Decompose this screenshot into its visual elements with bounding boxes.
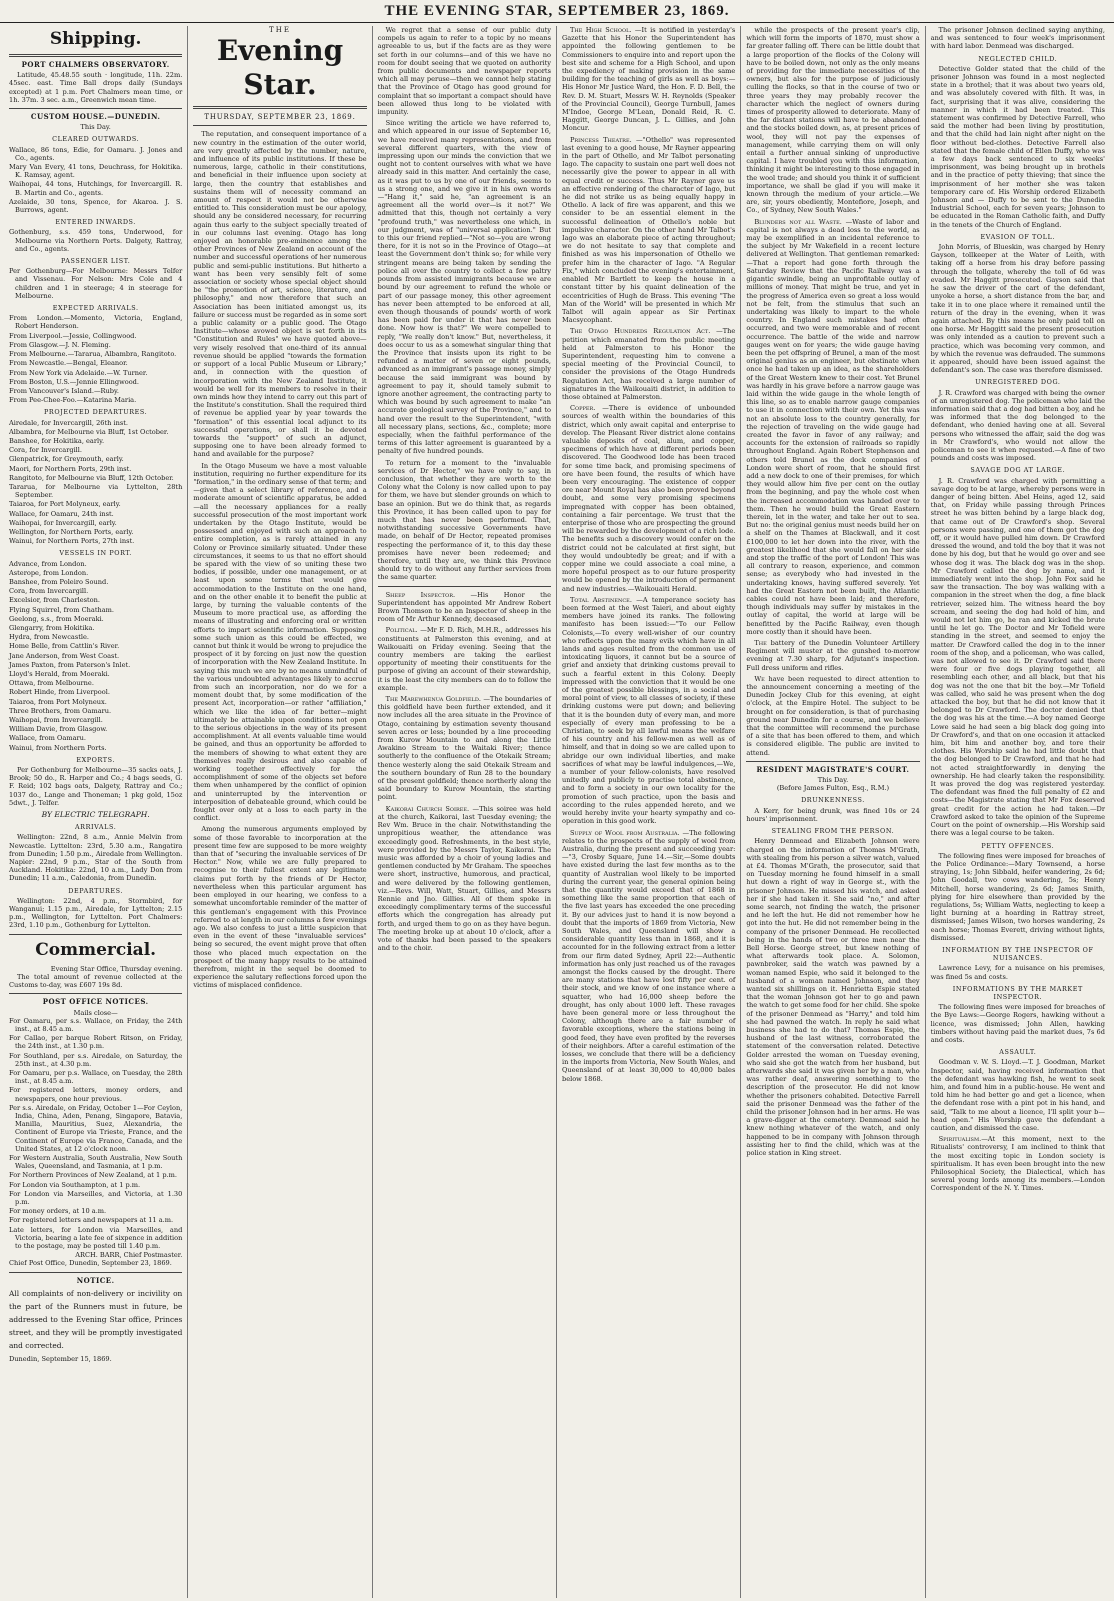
news-item-text: —There is evidence of unbounded sources of wealth within the boundaries of this district, which only await capital and enterprise to develop. The Pleasant River district alone contains valuable deposits of coal, alum, and copper, specimens of which have at different periods been discovered. The Goodwood lode has been traced for some time back, and promising specimens of ore have been found, the results of which have been very encouraging. The existence of copper ore near Mount Royal has also been proved beyond doubt, and some very promising specimens impregnated with copper has been obtained, containing a fair percentage. We trust that the enterprise of those who are prospecting the ground will be rewarded by the development of a rich lode. The benefits such a discovery would confer on the district could not be calculated at first sight, but they would undoubtedly be great; and if with a copper mine we could associate a coal mine, a more hopeful prospect as to our future prosperity would be opened by the introduction of permanent and new industries.—Waikouaiti Herald. xyxy=(561,404,736,593)
editorial-paragraph: To return for a moment to the "invaluable services of Dr Hector," we have only to say, in conclusion, that whether they are worth to the Colony what the Colony is now called upon to pay for them, we have but slender grounds on which to base an opinion. But we do think that, as regards this Province, it has been called upon to pay for much that has never been performed. That, notwithstanding successive Governments have made, on behalf of Dr Hector, repeated promises respecting the performance of it, to this day these promises have never been redeemed; and therefore, until they are, we think this Province should try to do without any further services from the same quarter. xyxy=(377,458,551,582)
list-item: From London.—Momento, Victoria, England, Robert Henderson. xyxy=(9,314,183,331)
stealing-title: STEALING FROM THE PERSON. xyxy=(771,827,895,836)
divider xyxy=(193,106,366,109)
observatory-title: PORT CHALMERS OBSERVATORY. xyxy=(21,60,170,69)
telegraph-arrivals-title: ARRIVALS. xyxy=(74,823,117,832)
list-item: For London via Southampton, at 1 p.m. xyxy=(9,1180,141,1189)
news-item-text: —Mr F. D. Rich, M.H.R., addresses his constituents at Palmerston this evening, and at Waikouaiti on Friday evening. Seeing that the country members are taking the earliest opportunity of meeting their constituents for the purpose of giving an account of their stewardship, it is the least the city members can do to follow the example. xyxy=(377,626,551,692)
post-signature: ARCH. BARR, Chief Postmaster. xyxy=(75,1251,183,1260)
entered-list xyxy=(9,228,182,253)
list-item: Geelong, s.s., from Moeraki. xyxy=(9,614,104,623)
list-item: Azelaide, 30 tons, Spence, for Akaroa. J. S. Burrows, agent. xyxy=(9,197,183,215)
column-4-items xyxy=(562,26,735,1083)
news-item-text: while the prospects of the present year's clip, which will form the imports of 1870, must show a far greater falling off. There can be little doubt that a large proportion of the flocks of the Colony will have to be boiled down, not only as the only means of providing for the immediate necessities of the owners, but also for the purpose of judiciously culling the flocks, so that in the course of two or three years they may probably recover the character which the neglect of owners during times of prosperity allowed to deteriorate. Many of the far distant stations will have to be abandoned and the stocks boiled down, as, at present prices of wool, they will not pay the expenses of management, while carrying them on will only entail a further annual sinking of unproductive capital. I have troubled you with this information, thinking it might be interesting to those engaged in the wool trade; and should you think it of sufficient importance, we shall be glad if you will make it known through the medium of your article.—We are, sir, yours obediently, Montefiore, Joseph, and Co., of Sydney, New South Wales." xyxy=(746,26,920,215)
list-item: From Liverpool.—Jessie, Collingwood. xyxy=(9,331,137,340)
news-item-lead: Supply of Wool from Australia. xyxy=(569,828,680,837)
news-item-text: —The petition which emanated from the public meeting held at Palmerston to his Honor the Superintendent, requesting him to convene a special meeting of the Provincial Council, to consider the provisions of the Otago Hundreds Regulation Act, has received a large number of signatures in the Waikouaiti district, in addition to those obtained at Palmerston. xyxy=(561,327,736,401)
list-item: For Oamaru, per s.s. Wallace, on Friday, the 24th inst., at 8.45 a.m. xyxy=(9,1016,183,1033)
divider xyxy=(378,586,551,587)
list-item: From Pee-Chee-Foo.—Katarina Maria. xyxy=(9,396,137,405)
spiritualism-text: —At this moment, next to the Ritualists' controversy, I am inclined to think that the most exciting topic in London society is spiritualism. It has even been brought into the new Philosophical Society, the Dialectical, which has several young lords among its members.—London Correspondent of the N. Y. Times. xyxy=(930,1135,1105,1193)
news-item-text: —This soiree was held at the church, Kaikorai, last Tuesday evening; the Rev Wm. Bruce in the chair. Notwithstanding the unpropitious weather, the attendance was exceedingly good. Refreshments, in the best style, were provided by the Messrs Taylor, Kaikorai. The music was afforded by a choir of young ladies and gentlemen conducted by Mr Graham. The speeches were short, instructive, humorous, and practical, and were delivered by the following gentlemen, viz.—Revs. Will, Watt, Stuart, Gillies, and Messrs Rennie and Jno. Gillies. All of them spoke in exceedingly complimentary terms of the successful efforts which the congregation has already put forth, and urged them to go on as they have begun. The meeting broke up at about 10 o'clock, after a vote of thanks had been passed to the speakers and to the choir. xyxy=(377,804,551,953)
assault-text: Goodman v. W. S. Lloyd.—T. J. Goodman, Market Inspector, said, having received information that the defendant was hawking fish, he went to seek him, and found him in a public-house. He went and told him he had better go and get a licence, when the defendant rose with a pint pot in his hand, and said, "Talk to me about a licence, I'll split your b— head open." His Worship gave the defendant a caution, and dismissed the case. xyxy=(930,1058,1105,1132)
list-item: For Western Australia, South Australia, New South Wales, Queensland, and Tasmania, at 1 p.m. xyxy=(9,1153,183,1171)
exports-title: EXPORTS. xyxy=(76,755,116,764)
exports-text: Per Gothenburg for Melbourne—35 sacks oats, J. Brook; 50 do., R. Harper and Co.; 4 bags seeds, G. F. Reid; 102 bags oats, Dalgety, Rattray and Co.; 1037 do., Lange and Thoneman; 1 pkg gold, 15oz 5dwt., J. Telfer. xyxy=(9,766,183,807)
drunk-title: DRUNKENNESS. xyxy=(801,796,865,805)
news-item xyxy=(746,218,919,636)
news-item-text: have been requested to direct attention to the announcement concerning a meeting of the Dunedin Jockey Club for this evening, at eight o'clock, at the Empire Hotel. The subject to be brought on for consideration, is that of purchasing ground near Dunedin for a course, and we believe that the committee will recommend the purchase of a site that has been offered to them, and which is considered eligible. The public are invited to attend. xyxy=(746,674,920,757)
list-item: Waihopai, for Invercargill, early. xyxy=(9,518,117,527)
list-item: Robert Hinde, from Liverpool. xyxy=(9,688,110,697)
news-item-lead: Copper. xyxy=(569,404,596,413)
divider xyxy=(9,934,182,935)
list-item: Waihopai, from Invercargill. xyxy=(9,716,103,725)
projected-list xyxy=(9,419,182,546)
news-item xyxy=(562,26,735,133)
list-item: For registered letters, money orders, and newspapers, one hour previous. xyxy=(9,1086,183,1103)
list-item: Airedale, for Invercargill, 26th inst. xyxy=(9,418,128,427)
news-item-text: —The boundaries of this goldfield have been further extended, and it now includes all the area situate in the Province of Otago, containing by estimation seventy thousand seven acres or less; bounded by a line proceeding from Kurow Mountain to and along the Little Awakino Stream to the Waitaki River; thence southerly to the confluence of the Otekaik Stream; thence westerly along the said Otekaik Stream and the southern boundary of Run 28 to the boundary of the present goldfield; thence northerly along the said boundary to Kurow Mountain, the starting point. xyxy=(377,695,551,802)
list-item: Wallace, from Oamaru. xyxy=(9,734,86,743)
commercial-heading: Commercial. xyxy=(35,939,157,960)
news-item xyxy=(378,805,551,953)
column-3 xyxy=(373,26,557,1598)
list-item: Advance, from London. xyxy=(9,559,87,568)
list-item: Wellington, for Northern Ports, early. xyxy=(9,527,134,536)
news-item-text: —"Othello" was represented last evening to a good house, Mr Rayner appearing in the part of Othello, and Mr Talbot personating Iago. The capacity to sustain one part well does not necessarily give the power to appear in all with equal credit or success. Thus Mr Rayner gave us an effective rendering of the character of Iago, but he did not strike us as being equally happy in Othello. A lack of fire was apparent, and this we consider to be an essential element in the successful delineation of Othello's noble but impulsive character. On the other hand Mr Talbot's Iago was an elaborate piece of acting throughout; we do not hesitate to say that complete and finished as was his impersonation of Othello we prefer him in the character of Iago. "A Regular Fix," which concluded the evening's entertainment, enabled Mr Bartlett to keep the house in a constant titter by his quaint delineation of the eccentricities of Hugh de Brass. This evening "The Man of the World" will be presented in which Mr Talbot will again appear as Sir Pertinax Macsycophant. xyxy=(561,135,736,325)
savage-text: J. R. Crawford was charged with permitting a savage dog to be at large, whereby persons were in danger of being bitten. Abel Heins, aged 12, said that, on Friday while passing through Princes street he was bitten behind by a large black dog, that came out of Dr Crawford's shop. Several persons were passing, and one of them got the dog off, or it would have pulled him down. Dr Crawford dressed the wound, and told the boy that it was not done by his dog, but that he would go over and see whose dog it was. The black dog was in the shop. Mr Crawford called the dog by name, and it immediately went into the shop. John Fox said he saw the transaction. The boy was walking with a companion in the street when the dog, a fine black retriever, seized him. The witness heard the boy scream, and seeing the dog had hold of him, and would not let him go, he ran and kicked the brute until he let go. The Doctor and Mr Tofield were standing in the street, and seemed to enjoy the matter. Dr Crawford called the dog in to the inner room of the shop, and a policeman, who was called, was not allowed to see it. Dr Crawford said there were four or five dogs playing together, all resembling each other, and all black, but that his dog was not the one that bit the boy.—Mr Tofield was called, who said he was present when the dog attacked the boy, but that he did not know that it belonged to Dr Crawford. The doctor denied that the dog was his at the time.—A boy named George Lowe said he had seen a big black dog going into Dr Crawford's, and that on one occasion it attacked him, bit him and another boy, and tore their clothes. His Worship said he had little doubt that the dog belonged to Dr Crawford, and that he had not acted straightforwardly in denying the ownership. He had clearly taken the responsibility. It was proved the dog was registered yesterday. The defendant was fined the full penalty of £2 and costs—the Magistrate stating that Mr Fox deserved great credit for the action he had taken.—Dr Crawford asked to take the opinion of the Supreme Court on the point of ownership.—His Worship said there was a legal course to be taken. xyxy=(930,476,1105,838)
vessels-title: VESSELS IN PORT. xyxy=(59,549,132,558)
list-item: Glenpatrick, for Greymouth, early. xyxy=(9,455,124,464)
list-item: Rangitoto, for Melbourne via Bluff, 12th October. xyxy=(9,473,174,482)
neglected-title: NEGLECTED CHILD. xyxy=(978,54,1058,63)
editorial-paragraph: The reputation, and consequent importance of a new country in the estimation of the outer world, are very greatly affected by the number, nature, and influence of its public institutions. If these be numerous, large, catholic in their constitutions, and beneficial in their influence upon society at large, then the country that establishes and sustains them will of necessity command an amount of respect it would not be otherwise entitled to. This consideration must be our apology, should any be considered necessary, for recurring again thus early to the subject specially treated of in our columns last evening. Otago has long enjoyed an honorable pre-eminence among the other Provinces of New Zealand on account of the number and successful operations of her numerous public and semi-public institutions. But hitherto a want has been very sensibly felt of some association or society whose special object should be "the promotion of art, science, literature, and philosophy," and now therefore that such an Association has been initiated amongst us, its failure or success must be regarded as in some sort a public calamity or a public good. The Otago Institute—whose avowed object is set forth in its "Constitution and Rules" we have quoted above—very wisely resolved that one-third of its annual revenue should be applied "towards the formation or support of a local Public Museum or Library;" and, in connection with the question of incorporation with the New Zealand Institute, it would be well for its members to resolve in their own minds how they intend to carry out this part of the Institute's constitution. Shall the required third of revenue be applied year by year towards the "formation" of this essential local adjunct to its successful operations, or shall it be devoted towards the "support" of such an adjunct, supposing one to have been already formed to hand and available for the purpose? xyxy=(193,130,367,459)
news-item-text: —A temperance society has been formed at the West Taieri, and about eighty members have joined its ranks. The following manifesto has been issued:—"To our Fellow Colonists,—To every well-wisher of our country who reflects upon the many evils which have in all lands and ages resulted from the common use of intoxicating liquors, it cannot but be a source of grief and anxiety that drinking customs prevail to such a fearful extent in this Colony. Deeply impressed with the conviction that it would be one of the greatest possible blessings, in a social and moral point of view, to all classes of society, if these drinking customs were put down; and believing that it is the bounden duty of every man, and more especially of every man professing to be a Christian, to seek by all lawful means the welfare of his country and his fellow-men as well as of himself, and that in doing so we are called upon to abridge our own individual liberties, and make sacrifices of what may be lawful indulgences,—We, a number of your fellow-colonists, have resolved unitedly and publicly to practise total abstinence, and to form a society in our own locality for the promotion of such practice, upon the basis and according to the rules appended hereto, and we would hereby invite your hearty sympathy and co-operation in this good work. xyxy=(561,595,736,826)
divider xyxy=(9,1272,182,1273)
column-editorial xyxy=(188,26,372,1598)
list-item: Cora, for Invercargill. xyxy=(9,446,82,455)
column-shipping xyxy=(4,26,188,1598)
vessels-list xyxy=(9,560,182,752)
news-item-text: —Waste of labor and capital is not always a dead loss to the world, as may be exemplified in an incidental reference to the subject by Mr Wakefield in a recent lecture delivered at Wellington. That gentleman remarked:—That a report had gone forth through the Saturday Review that the Pacific Railway was a gigantic swindle, being an unprofitable outlay of millions of money. That might be true, and yet in the progress of America even so great a loss would not be felt, from the stimulus that such an undertaking was likely to impart to the whole country. In England such mistakes had often occurred, and two were memorable and of recent occurrence. The battle of the wide and narrow gauges went on for years; the wide gauge having been the pet offspring of Brunel, a man of the most original genius as an engineer, but obstinate when once he had taken up an idea, as the shareholders of the Great Western knew to their cost. Yet Brunel was hardly in his grave before a narrow gauge was laid within the wide gauge in the whole length of this line, so as to enable narrow gauge companies to use it in connection with their own. Yet this was not an absolute loss to the country generally, for the rejection of traveling on the wide gauge had created the favor in favor of any railway; and accounts for the extension of railroads so rapidly throughout England. Again Robert Stephenson and others told Brunel as the dock companies of London were short of room, that he should first add a new dock to one of their premises, for which they would allow him five per cent on the outlay from the beginning, and pay the whole cost when the increased accommodation was handed over to them. Then he would build the Great Eastern therein, let in the water, and take her out to sea. But no: the original genius must needs build her on a shelf on the Thames at Blackwall, and it cost £100,000 to let her down into the river, with the greatest likelihood that she would fall on her side and stop the traffic of the port of London! This was all contrary to reason, experience, and common sense; as everybody who had invested in the undertaking knows, having suffered severely. Yet had the Great Eastern not been built, the Atlantic cables could not have been laid; and therefore, though individuals may suffer by mistakes in the outlay of capital, the world at large will be benefitted by the Pacific Railway, even though more costly than it should have been. xyxy=(746,217,920,636)
divider xyxy=(9,108,182,109)
list-item: Waihopai, 44 tons, Hutchings, for Invercargill. R. B. Martin and Co., agents. xyxy=(9,180,183,197)
news-item-lead: The High School. xyxy=(569,26,632,34)
news-item xyxy=(746,639,919,672)
spiritualism-lead: Spiritualism. xyxy=(938,1135,982,1144)
news-item xyxy=(562,829,735,1083)
divider xyxy=(9,54,182,57)
list-item: From Vancouver's Island.—Ruby. xyxy=(9,386,119,395)
post-office-title: POST OFFICE NOTICES. xyxy=(42,997,149,1007)
editorial-the: THE xyxy=(269,26,291,34)
list-item: James Paxton, from Paterson's Inlet. xyxy=(9,660,131,669)
list-item: For Oamaru, per p.s. Wallace, on Tuesday, the 28th inst., at 8.45 a.m. xyxy=(9,1068,183,1086)
news-item xyxy=(746,26,919,215)
nuisance-text: Lawrence Levy, for a nuisance on his premises, was fined 5s and costs. xyxy=(930,964,1105,981)
list-item: Three Brothers, from Oamaru. xyxy=(9,706,112,715)
telegraph-title: BY ELECTRIC TELEGRAPH. xyxy=(41,810,150,820)
news-item xyxy=(562,404,735,593)
commercial-office: Evening Star Office, Thursday evening. xyxy=(50,964,183,973)
list-item: From Boston, U.S.—Jennie Ellingwood. xyxy=(9,377,139,386)
list-item: Taiaroa, for Port Molyneux, early. xyxy=(9,500,121,509)
expected-title: EXPECTED ARRIVALS. xyxy=(52,304,139,313)
news-item xyxy=(562,327,735,401)
news-item xyxy=(562,596,735,826)
news-item-lead: The Marewhenua Goldfield. xyxy=(385,695,481,704)
news-item-text: —It is notified in yesterday's Gazette that his Honor the Superintendent has appointed the following gentlemen to be Commissioners to enquire into and report upon the best site and scheme for a High School, and upon the expediency of making provision in the same building for the teaching of girls as well as boys:—His Honor Mr Justice Ward, the Hon. F. D. Bell, the Rev. D. M. Stuart, Messrs W. H. Reynolds (Speaker of the Provincial Council), George Turnbull, James M'Indoe, George M'Lean, Donald Reid, R. C. Haggitt, George Duncan, J. L. Gillies, and John Moncur. xyxy=(561,26,736,133)
list-item: William Davie, from Glasgow. xyxy=(9,725,108,734)
cleared-title: CLEARED OUTWARDS. xyxy=(52,135,140,144)
editorial-paragraph: Since writing the article we have referred to, and which appeared in our issue of September 16, we have received many representations, and from several different quarters, with the view of impressing upon our minds the conviction that we ought not to content ourselves with what we have already said in this matter. And certainly the case, as it was put to us by one of our friends, seems to us a strong one, and we give it in his own words—"Hang it," said he, "an agreement is an agreement all the world over—is it not?" We admitted that this, though not certainly a very "profound truth," was nevertheless one which, in our judgment, was of "universal application." But to this our friend replied—"Not so—you are wrong there, for it is not so in the Province of Otago—at least the Government don't think so; for while very stringent means are being taken by sending the police all over the country to collect a few paltry pounds from assisted immigrants because we are bound by our agreement to refund the whole or part of our passage money, this other agreement has never been attempted to be enforced at all, even though thousands of pounds' worth of work has been paid for under it that has never been done. Now how is that?" We were compelled to reply, "We really don't know." But, nevertheless, it does occur to us as a somewhat singular thing that the Province that insists upon its right to be refunded a matter of seven or eight pounds, advanced as an immigrant's passage money, simply because the said immigrant was bound by agreement to pay it, should tamely submit to ignore another agreement, the contracting party to which was bound by such agreement to make "an accurate geological survey of the Province," and to hand over the result to the Superintendent, "with all necessary plans, sections, &c., complete; more especially, when the faithful performance of the terms of this latter agreement is guaranteed by a penalty of five hundred pounds. xyxy=(377,119,551,456)
list-item: Tararua, for Melbourne via Lyttelton, 28th September. xyxy=(9,482,183,500)
mails-close: Mails close— xyxy=(73,1008,118,1017)
list-item: Wallace, 86 tons, Edie, for Oamaru. J. Jones and Co., agents. xyxy=(9,145,183,162)
list-item: Ottawa, from Melbourne. xyxy=(9,679,94,688)
stealing-text: Henry Denmead and Elizabeth Johnson were charged on the information of Thomas M'Grath, with stealing from his person a silver watch, valued at £4. Thomas M'Grath, the prosecutor, said that on Tuesday morning he found himself in a small hut down a right of way in George st., with the prisoner Johnson. He missed his watch, and asked her if she had taken it. She said "no," and after some search, not finding the watch, the prisoner and he left the hut. He did not remember how he got into the hut. He did not remember being in the company of the prisoner Denmead. He recollected being in the hands of two or three men near the Bell Horse. George street, but knew nothing of what afterwards took place. A. Solomon, pawnbroker, said the watch was pawned by a woman named Espie, who said it belonged to the husband of a woman named Johnson, and they wanted six shillings on it. Henrietta Espie stated that the woman Johnson got her to go and pawn the watch to get some food for her child. She spoke of the prisoner Denmead as "Harry," and told him she had pawned the watch. In reply he said what business she had to do that? Thomas Espie, the husband of the last witness, corroborated the statement of the conversation related. Detective Golder arrested the woman on Tuesday evening, who said she got the watch from her husband, but afterwards she said it was given her by a man, who was rather deaf, answering something to the description of the prosecutor. He did not know whether the prisoners cohabited. Detective Farrell said the prisoner Denmead was the father of the child the prisoner Johnson had in her arms. He was a grave-digger at the cemetery. Denmead said he knew nothing whatever of the watch, and only happened to be in company with Johnson through assisting her to find the child, which was at the police station in King street. xyxy=(746,837,920,1158)
evasion-title: EVASION OF TOLL. xyxy=(980,232,1056,241)
expected-list xyxy=(9,314,182,404)
list-item: For registered letters and newspapers at 11 a.m. xyxy=(9,1216,174,1225)
entered-title: ENTERED INWARDS. xyxy=(55,218,136,227)
editorial-paragraph: Among the numerous arguments employed by some of those favorable to incorporation at the present time few are supposed to be more weighty than that of "securing the invaluable services of Dr Hector." Now, while we are fully prepared to recognise to their fullest extent any legitimate claims put forth by the friends of Dr Hector, nevertheless when this particular argument has been employed in our hearing, we confess to a somewhat uncomfortable reminder of the matter of this gentleman's engagement with this Province referred to at length in our columns a few evenings ago. We also confess to just a little suspicion that even in the event of these "invaluable services" being so secured, the event might prove that often those who placed much expectation on the prospect of the many happy results to be attained therefrom, might in the sequel be doomed to experience the salutary reflections forced upon the victims of misplaced confidence. xyxy=(193,825,367,990)
evasion-text: John Morris, of Blueskin, was charged by Henry Gayson, tollkeeper at the Water of Leith, with taking off a horse from his dray before passing through the tollgate, whereby the toll of 6d was evaded. Mr Haggitt prosecuted. Gayson said that he saw the driver of the cart of the defendant, unyoke a horse, a short distance from the bar, and take it in to one place where it remained until the return of the dray in the evening, when it was again attached. By this means he only paid toll on one horse. Mr Haggitt said the present prosecution was only intended as a caution to prevent such a practice, which was becoming very common, and by which the revenue was defrauded. The summons it appeared, should have been issued against the defendant's son. The case was therefore dismissed. xyxy=(930,243,1105,375)
news-item-lead: Total Abstinence. xyxy=(569,595,632,604)
list-item: Wainui, for Northern Ports, 27th inst. xyxy=(9,537,135,546)
telegraph-arrivals: Wellington: 22nd, 8 a.m., Annie Melvin from Newcastle. Lyttelton: 23rd, 5.30 a.m., Rangatira from Dunedin; 1.50 p.m., Airedale from Wellington. Napier: 22nd, 9 p.m., Star of the South from Auckland. Hokitika: 22nd, 10 a.m., Lady Don from Dunedin; 11 a.m., Caledonia, from Dunedin. xyxy=(9,833,183,883)
savage-title: SAVAGE DOG AT LARGE. xyxy=(970,466,1066,475)
news-item-lead: Political. xyxy=(385,626,418,635)
list-item: Lloyd's Herald, from Moeraki. xyxy=(9,670,110,678)
customs-title: CUSTOM HOUSE.—DUNEDIN. xyxy=(30,112,161,122)
news-item-lead: The Otago Hundreds Regulation Act. xyxy=(569,327,711,336)
news-item xyxy=(746,675,919,757)
list-item: Wallace, for Oamaru, 24th inst. xyxy=(9,509,114,518)
observatory-text: Latitude, 45.48.55 south · longitude, 11h. 22m. 45sec. east. Time Ball drops daily (Sundays excepted) at 1 p.m. Port Chalmers mean time, or 1h. 37m. 3 sec. a.m., Greenwich mean time. xyxy=(9,71,183,104)
list-item: Banshee, from Poleiro Sound. xyxy=(9,577,109,586)
list-item: Excelsior, from Charleston. xyxy=(9,596,100,605)
news-item-lead: We xyxy=(754,674,765,683)
list-item: Maori, for Northern Ports, 29th inst. xyxy=(9,464,132,473)
market-text: The following fines were imposed for breaches of the Bye Laws:—George Rogers, hawking without a licence, was dismissed; John Allen, hawking timbers without having paid the market dues, 7s 6d and costs. xyxy=(930,1003,1105,1044)
assault-title: ASSAULT. xyxy=(999,1048,1037,1057)
editorial-paragraph: In the Otago Museum we have a most valuable institution, requiring no further expenditure for its "formation," in the ordinary sense of that term; and—given that a select library of reference, and a moderate amount of scientific apparatus, be added—all the necessary appliances for a really successful prosecution of the most important work undertaken by the Otago Institute, would be possessed and enjoyed with such an approach to entire completion, as is rarely attained in any Colony or Province similarly situated. Under these circumstances, it seems to us that no effort should be spared with the view of so uniting these two bodies, if possible, under one management, or at least upon some terms that would give accommodation to the Institute on the one hand, and on the other enable it to benefit the public at large, by turning the valuable contents of the Museum to more practical use, as affording the means of illustrating and enforcing oral or written efforts to impart scientific information. Supposing some such union as this could be effected, we cannot but think it would be wrong to prejudice the prospect of it by forcing on just now the question of incorporation with the New Zealand Institute. In saying this much we are by no means unmindful of the various undoubted advantages likely to accrue from such an incorporation, nor do we for a moment doubt that, by some modification of the present Act, incorporation—or rather "affiliation," which we like the idea of far better—might ultimately be attainable upon conditions not open to the serious objections in the way of its present accomplishment. At all events valuable time would be gained, and thus an opportunity be afforded to the members of showing to what extent they are themselves really desirous and also capable of working together effectively for the accomplishment of some of the objects set before them when unhampered by the conflict of opinion and uninterrupted by the intervention or interposition of debateable ground, which could be fought over only at a loss to each party in the conflict. xyxy=(193,461,367,823)
commercial-text: The total amount of revenue collected at the Customs to-day, was £607 19s 8d. xyxy=(9,972,183,990)
telegraph-departures-title: DEPARTURES. xyxy=(68,886,124,895)
news-item-lead: Blunders not all Waste. xyxy=(754,217,842,226)
list-item: From Newcastle.—Bengal, Eleanor. xyxy=(9,359,128,368)
post-office-list xyxy=(9,1017,182,1250)
dog-text: J. R. Crawford was charged with being the owner of an unregistered dog. The policeman who laid the information said that a dog had bitten a boy, and he was informed that the dog belonged to the defendant, who denied having one at all. Several persons who witnessed the affair, said the dog was in Mr Crawford's, who would not allow the policeman to see it when requested.—A fine of two pounds and costs was imposed. xyxy=(930,388,1105,463)
court-title: RESIDENT MAGISTRATE'S COURT. xyxy=(756,764,910,774)
news-item-text: battery of the Dunedin Volunteer Artillery Regiment will muster at the gunshed to-morrow evening at 7.30 sharp, for Adjutant's inspection. Full dress uniform and rifles. xyxy=(746,639,920,672)
list-item: Per s.s. Airedale, on Friday, October 1—For Ceylon, India, China, Aden, Penang, Singapore, Batavia, Manilla, Mauritius, Suez, Alexandria, the Continent of Europe via Trieste, France, and the Continent of Europe via France, Canada, and the United States, at 12 o'clock noon. xyxy=(9,1103,183,1153)
passenger-list xyxy=(9,267,182,300)
news-item xyxy=(378,695,551,802)
dog-title: UNREGISTERED DOG. xyxy=(975,378,1061,387)
list-item: For Northern Provinces of New Zealand, at 1 p.m. xyxy=(9,1171,177,1180)
news-item xyxy=(562,136,735,325)
list-item: Wainui, from Northern Ports. xyxy=(9,743,107,752)
list-item: For money orders, at 10 a.m. xyxy=(9,1207,107,1216)
list-item: Late letters, for London via Marseilles, and Victoria, bearing a late fee of sixpence in addition to the postage, may be posted till 1.40 p.m. xyxy=(9,1225,183,1250)
neglected-text: Detective Golder stated that the child of the prisoner Johnson was found in a most neglected state in a brothel; that it was about two years old, and was absolutely covered with filth. It was, in fact, surprising that it was alive, considering the manner in which it had been treated. This statement was confirmed by Detective Farrell, who said the mother had been living by prostitution, and that the child had lain night after night on the floor without bed-clothes. Detective Farrell also stated that the female child of Ellen Duffy, who was a few days back sentenced to six weeks' imprisonment, was being brought up in brothels and in the practice of petty thieving; that since the imprisonment of her mother she was taken temporary care of. His Worship ordered Elizabeth Johnson and — Duffy to be sent to the Dunedin Industrial School, each for seven years; Johnson to be educated in the Roman Catholic faith, and Duffy in the tenets of the Church of England. xyxy=(930,64,1105,229)
list-item: Banshee, for Hokitika, early. xyxy=(9,436,105,445)
divider xyxy=(746,761,919,762)
column-5-items xyxy=(746,26,919,757)
list-item: For Southland, per s.s. Airedale, on Saturday, the 25th inst., at 4.30 p.m. xyxy=(9,1051,183,1068)
news-item xyxy=(378,626,551,692)
notice-text: All complaints of non-delivery or incivility on the part of the Runners must in future, be addressed to the Evening Star office, Princes street, and they will be promptly investigated and corrected. xyxy=(9,1288,183,1350)
customs-day: This Day. xyxy=(80,123,111,132)
news-item-lead: The xyxy=(754,639,767,648)
court-day: This Day. xyxy=(817,776,849,785)
list-item: Hydra, from Newcastle. xyxy=(9,633,89,642)
notice-date: Dunedin, September 15, 1869. xyxy=(9,1354,112,1363)
list-item: For Callao, per barque Robert Ritson, on Friday, the 24th inst., at 1.30 p.m. xyxy=(9,1034,183,1051)
column-3-items xyxy=(378,591,551,953)
divider xyxy=(193,125,366,126)
market-title: INFORMATIONS BY THE MARKET INSPECTOR. xyxy=(952,984,1083,1001)
list-item: Asterope, from London. xyxy=(9,568,89,577)
news-item-lead: Kaikorai Church Soiree. xyxy=(385,804,470,813)
petty-title: PETTY OFFENCES. xyxy=(981,841,1055,850)
list-item: For London via Marseilles, and Victoria, at 1.30 p.m. xyxy=(9,1189,183,1206)
court-bench: (Before James Fulton, Esq., R.M.) xyxy=(776,784,890,793)
news-item-text: —His Honor the Superintendent has appointed Mr Andrew Robert Brown Thomson to be an Inspector of sheep in the room of Mr Arthur Kennedy, deceased. xyxy=(377,590,551,624)
post-footer: Chief Post Office, Dunedin, September 23, 1869. xyxy=(9,1259,172,1268)
list-item: Mary Van Every, 41 tons, Deuchrass, for Hokitika. K. Ramsay, agent. xyxy=(9,163,183,180)
list-item: Taiaroa, from Port Molyneux. xyxy=(9,697,107,706)
news-item-lead: Sheep Inspector. xyxy=(385,590,456,599)
list-item: Home Belle, from Cattlin's River. xyxy=(9,642,120,651)
column-5 xyxy=(741,26,925,1598)
list-item: Glengarry, from Hokitika. xyxy=(9,623,95,632)
drunk-text: A Kerr, for being drunk, was fined 10s or 24 hours' imprisonment. xyxy=(746,806,920,823)
list-item: Flying Squirrel, from Chatham. xyxy=(9,605,114,614)
list-item: From Glasgow.—J. N. Fleming. xyxy=(9,340,111,349)
list-item: Jane Anderson, from West Coast. xyxy=(9,651,120,660)
nuisance-title: INFORMATION BY THE INSPECTOR OF NUISANCES. xyxy=(942,945,1094,963)
passenger-title: PASSENGER LIST. xyxy=(60,257,131,266)
court-intro: The prisoner Johnson declined saying anything, and was sentenced to four week's imprisonment with hard labor. Denmead was discharged. xyxy=(930,26,1105,51)
notice-title: NOTICE. xyxy=(76,1275,115,1285)
shipping-heading: Shipping. xyxy=(49,29,142,49)
telegraph-departures: Wellington: 22nd, 4 p.m., Stormbird, for Wanganui; 1.15 p.m., Airedale, for Lyttelton; 2.15 p.m., Wellington, for Lyttelton. Port Chalmers: 23rd, 1.10 p.m., Gothenburg for Lyttelton. xyxy=(9,896,183,930)
list-item: From New York via Adelaide.—W. Turner. xyxy=(9,368,148,377)
news-item-lead: Princess Theatre. xyxy=(569,135,632,144)
column-4 xyxy=(557,26,741,1598)
news-item xyxy=(378,591,551,624)
list-item: Gothenburg, s.s. 459 tons, Underwood, for Melbourne via Northern Ports. Dalgety, Rattray, and Co., agents. xyxy=(9,228,183,253)
masthead xyxy=(0,0,1114,23)
petty-text: The following fines were imposed for breaches of the Police Ordinance:—Mary Townsend, a horse straying, 1s; John Sibbald, heifer wandering, 2s 6d; John Goodall, two cows wandering, 5s; Henry Mitchell, horse wandering, 2s 6d; James Smith, plying for hire elsewhere than provided by the regulations, 5s; William Watts, neglecting to keep a light burning at a hoarding in Rattray street, dismissed; James Wilson, two horses wandering, 2s each horse; Thomas Everett, driving without lights, dismissed. xyxy=(930,851,1105,942)
list-item: From Melbourne.—Tararua, Albambra, Rangitoto. xyxy=(9,350,177,359)
projected-title: PROJECTED DEPARTURES. xyxy=(44,408,148,417)
divider xyxy=(9,993,182,994)
editorial-title: Evening Star. xyxy=(216,34,344,102)
cleared-list xyxy=(9,146,182,215)
column-6 xyxy=(926,26,1110,1598)
news-item-text: —The following relates to the prospects of the supply of wool from Australia, during the present and succeeding year:—"3, Crosby Square, June 14.—Sir,—Some doubts have existed during the last few months as to the quantity of Australian wool likely to be imported during the current year, the general opinion being that the quantity would exceed that of 1868 in something like the same proportion that each of the five last years has exceeded the one preceding it. By our advices just to hand it is now beyond a doubt that the imports of 1869 from Victoria, New South Wales, and Queensland will show a considerable quantity less than in 1868, and it is accounted for in the following extract from a letter from our firm dated Sydney, April 22:—Authentic information has only just reached us of the ravages amongst the flocks caused by the drought. There are many stations that have lost fifty per cent. of their stock, and we know of one instance where a squatter, who had 16,000 sheep before the drought, has only about 1000 left. These ravages have been general more or less throughout the Colony, although there are a fair number of favorable exceptions, where the stations being in good feed, they have even profited by the reverses of their neighbors. After a careful estimation of the losses, we conclude that there will be a deficiency in the imports from Victoria, New South Wales, and Queensland of at least 30,000 to 40,000 bales below 1868. xyxy=(561,828,736,1083)
editorial-dateline: THURSDAY, SEPTEMBER 23, 1869. xyxy=(204,113,356,122)
masthead-title: THE EVENING STAR, SEPTEMBER 23, 1869. xyxy=(384,3,730,19)
columns xyxy=(4,26,1110,1598)
list-item: Per Gothenburg—For Melbourne: Messrs Telfer and Vissenau. For Nelson: Mrs Cole and 4 children and 1 in steerage; 4 in steerage for Melbourne. xyxy=(9,267,183,300)
editorial-paragraph: We regret that a sense of our public duty compels us again to refer to a topic by no means agreeable to us, but if the facts are as they were set forth in our columns—and of this we have no room for doubt seeing that we quoted on authority from public documents and newspaper reports which all may peruse—then we cannot help stating that the Province of Otago has good ground for complaint that so important a compact should have been allowed thus long to be violated with impunity. xyxy=(377,26,551,117)
list-item: Albambra, for Melbourne via Bluff, 1st October. xyxy=(9,427,169,436)
list-item: Cora, from Invercargill. xyxy=(9,587,89,596)
spiritualism-item xyxy=(931,1135,1105,1192)
